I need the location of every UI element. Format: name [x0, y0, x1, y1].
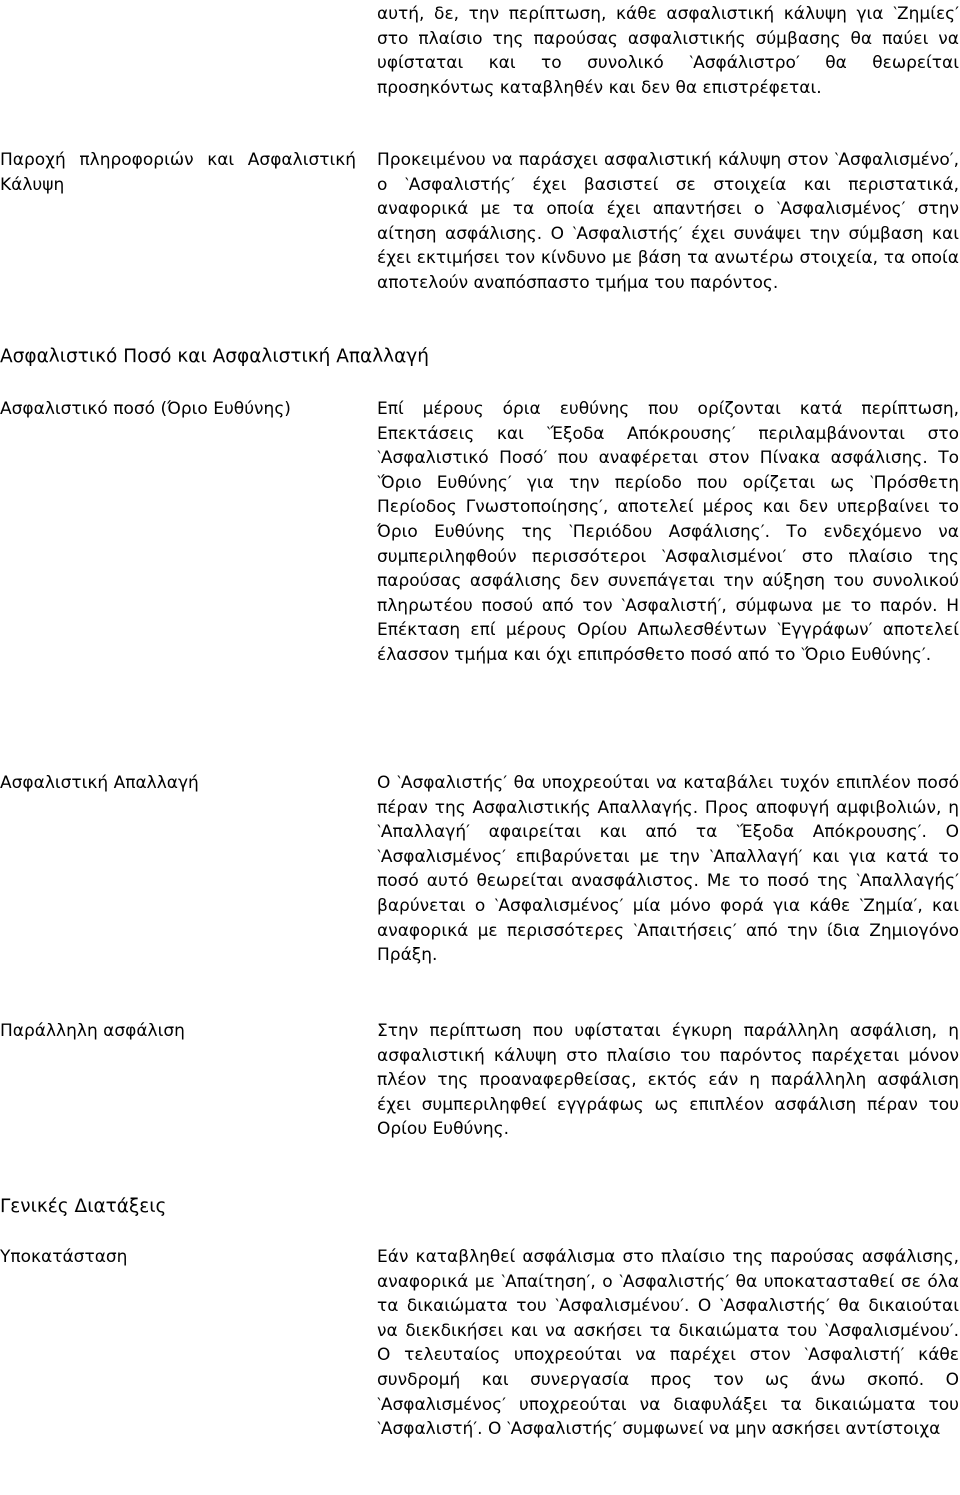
clause-term: Ασφαλιστικό ποσό (Όριο Ευθύνης) — [0, 399, 291, 419]
clause-text: Επί μέρους όρια ευθύνης που ορίζονται κατά περίπτωση, Επεκτάσεις και ‵Έξοδα Απόκρουσης′ περιλαμβάνονται στο ‵Ασφαλιστικό Ποσό′ που αναφέρεται στον Πίνακα ασφάλισης. Το ‵Όριο Ευθύνης′ για την περίοδο που ορίζεται ως ‵Πρόσθετη Περίοδος Γνωστοποίησης′, αποτελεί μέρος και δεν υπερβαίνει το Όριο Ευθύνης της ‵Περιόδου Ασφάλισης′. Το ενδεχόμενο να συμπεριληφθούν περισσότεροι ‵Ασφαλισμένοι′ στο πλαίσιο της παρούσας ασφάλισης δεν συνεπάγεται την αύξηση του συνολικού πληρωτέου ποσού από τον ‵Ασφαλιστή′, σύμφωνα με το παρόν. Η Επέκταση επί μέρους Ορίου Απωλεσθέντων ‵Εγγράφων′ αποτελεί έλασσον τμήμα και όχι επιπρόσθετο ποσό από το ‵Όριο Ευθύνης′. — [377, 399, 959, 665]
clause-term: Παράλληλη ασφάλιση — [0, 1021, 185, 1041]
clause-text: Προκειμένου να παράσχει ασφαλιστική κάλυψη στον ‵Ασφαλισμένο′, ο ‵Ασφαλιστής′ έχει βασιστεί σε στοιχεία και περιστατικά, αναφορικά με τα οποία έχει απαντήσει ο ‵Ασφαλισμένος′ στην αίτηση ασφάλισης. Ο ‵Ασφαλιστής′ έχει συνάψει την σύμβαση και έχει εκτιμήσει τον κίνδυνο με βάση τα ανωτέρω στοιχεία, τα οποία αποτελούν αναπόσπαστο τμήμα του παρόντος. — [377, 150, 959, 293]
clause-text: Στην περίπτωση που υφίσταται έγκυρη παράλληλη ασφάλιση, η ασφαλιστική κάλυψη στο πλαίσιο του παρόντος παρέχεται μόνον πλέον της προαναφερθείσας, εκτός εάν η παράλληλη ασφάλιση έχει συμπεριληφθεί εγγράφως ως επιπλέον ασφάλιση πέραν του Ορίου Ευθύνης. — [377, 1021, 959, 1140]
clause-text: Εάν καταβληθεί ασφάλισμα στο πλαίσιο της παρούσας ασφάλισης, αναφορικά με ‵Απαίτηση′, ο ‵Ασφαλιστής′ θα υποκατασταθεί σε όλα τα δικαιώματα του ‵Ασφαλισμένου′. Ο ‵Ασφαλιστής′ θα δικαιούται να διεκδικήσει και να ασκήσει τα δικαιώματα του ‵Ασφαλισμένου′. Ο τελευταίος υποχρεούται να παρέχει στον ‵Ασφαλιστή′ κάθε συνδρομή και συνεργασία προς τον ως άνω σκοπό. Ο ‵Ασφαλισμένος′ υποχρεούται να διαφυλάξει τα δικαιώματα του ‵Ασφαλιστή′. Ο ‵Ασφαλιστής′ συμφωνεί να μην ασκήσει αντίστοιχα — [377, 1247, 959, 1440]
clause-term: Ασφαλιστική Απαλλαγή — [0, 773, 199, 793]
continuation-paragraph: αυτή, δε, την περίπτωση, κάθε ασφαλιστική κάλυψη για ‵Ζημίες′ στο πλαίσιο της παρούσας ασφαλιστικής σύμβασης θα παύει να υφίσταται και το συνολικό ‵Ασφάλιστρο′ θα θεωρείται προσηκόντως καταβληθέν και δεν θα επιστρέφεται. — [377, 4, 959, 98]
section-heading-general-provisions: Γενικές Διατάξεις — [0, 1196, 167, 1217]
clause-term: Παροχή πληροφοριών και Ασφαλιστική Κάλυψη — [0, 150, 356, 195]
clause-term: Υποκατάσταση — [0, 1247, 128, 1267]
clause-text: Ο ‵Ασφαλιστής′ θα υποχρεούται να καταβάλει τυχόν επιπλέον ποσό πέραν της Ασφαλιστικής Απαλλαγής. Προς αποφυγή αμφιβολιών, η ‵Απαλλαγή′ αφαιρείται και από τα ‵Έξοδα Απόκρουσης′. Ο ‵Ασφαλισμένος′ επιβαρύνεται με την ‵Απαλλαγή′ και για κατά το ποσό αυτό θεωρείται ανασφάλιστος. Με το ποσό της ‵Απαλλαγής′ βαρύνεται ο ‵Ασφαλισμένος′ μία μόνο φορά για κάθε ‵Ζημία′, και αναφορικά με περισσότερες ‵Απαιτήσεις′ από την ίδια Ζημιογόνο Πράξη. — [377, 773, 959, 966]
section-heading-amount-and-deductible: Ασφαλιστικό Ποσό και Ασφαλιστική Απαλλαγή — [0, 346, 429, 367]
